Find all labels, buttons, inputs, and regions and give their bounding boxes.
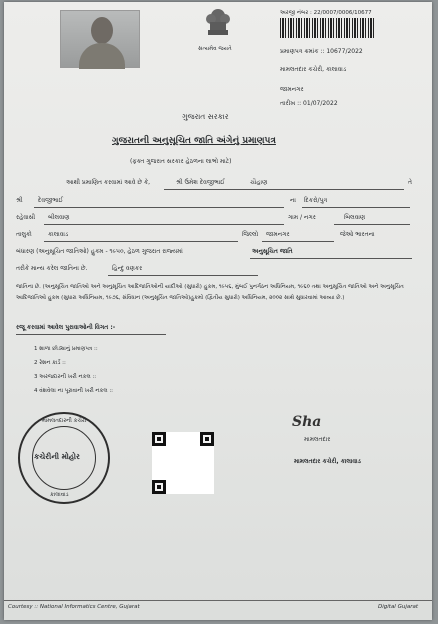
issue-date: તારીખ :: 01/07/2022 — [280, 100, 338, 107]
barcode-text: અરજી નંબર : 22/0007/0006/10677 — [280, 10, 372, 16]
footer-courtesy: Courtesy :: National Informatics Centre, Gujarat — [8, 604, 140, 610]
certificate-subtitle: (ફક્ત ગુજરાત સરકાર હેઠળના લાભો માટે) — [130, 158, 232, 165]
anusuchit-underline — [250, 258, 412, 259]
district: જામનગર — [280, 86, 304, 93]
qr-finder — [152, 432, 166, 446]
seal-top-text: મામલતદારની કચેરી — [42, 418, 87, 424]
taluka-underline — [44, 241, 238, 242]
national-emblem-icon — [200, 4, 236, 48]
father-name: દેવજીભાઈ — [38, 197, 64, 204]
anusuchit-text: અનુસૂચિત જાતિ — [252, 248, 293, 255]
signature: Sha — [292, 414, 322, 430]
name-underline — [164, 189, 404, 190]
seal-bottom-text: કાલાવાડ — [50, 492, 69, 498]
document-item: 2 રેશન કાર્ડ :: — [34, 360, 66, 366]
signatory-title: મામલતદાર — [304, 436, 331, 443]
office-seal — [18, 412, 110, 504]
state-text: જેઓ ભારતના — [340, 231, 375, 238]
certificate-number: પ્રમાણપત્ર ક્રમાંક :: 10677/2022 — [280, 48, 363, 55]
legal-paragraph: જાતિના છે. (અનુસૂચિત જાતિઓ અને અનુસૂચિત આદિજાતિઓની યાદીઓ (સુધારો) હુકમ, ૧૯૫૬, મુંબઈ પુનર્ગઠન અધિનિયમ, ૧૯૬૦ તથા અનુસૂચિત જાતિઓ અને અનુસૂચિત આદિજાતિઓ હુકમ (સુધારા અધિનિયમ, ૧૯૭૬, સંવિધાન (અનુસૂચિત જાતિઓ)હુકમો (દ્વિતીય સુધારો) અધિનિયમ, ૨૦૦૨ સાથે સુધારવામાં આવ્યા છે.) — [16, 284, 404, 301]
village-underline — [44, 224, 284, 225]
barcode — [280, 18, 376, 38]
document-item: 4 વંશવેલા ના પૂરાવાની ખરી નકલ :: — [34, 388, 114, 394]
signatory-office: મામલતદાર કચેરી, કાલાવાડ — [294, 458, 361, 465]
certificate-title: ગુજરાતની અનુસૂચિત જાતિ અંગેનું પ્રમાણપત્ર — [112, 136, 276, 146]
jillo-label: જિલ્લો — [242, 231, 259, 238]
documents-underline — [16, 334, 166, 335]
gam-underline — [334, 224, 410, 225]
documents-heading: રજૂ કરવામાં આવેલ પુરાવાઓની વિગત :- — [16, 324, 116, 331]
child-underline — [302, 207, 410, 208]
footer-divider — [4, 600, 432, 601]
gam-label: ગામ / નગર — [288, 214, 316, 221]
qr-finder — [152, 480, 166, 494]
applicant-photo — [60, 10, 140, 68]
jillo-value: જામનગર — [266, 231, 290, 238]
te-text: તે — [408, 179, 412, 186]
holder-surname: ચૌહાણ — [250, 179, 268, 186]
holder-name: શ્રી ઉમેશ દેવજીભાઈ — [176, 179, 225, 186]
jillo-underline — [262, 241, 334, 242]
photo-head — [91, 17, 113, 44]
issuing-office: મામલતદાર કચેરી, કાલાવાડ — [280, 66, 347, 73]
taluka-value: કાલાવાડ — [48, 231, 69, 238]
gam-value: બિલવાણ — [344, 214, 366, 221]
document-item: 1 શાળા છોડ્યાનું પ્રમાણપત્ર :: — [34, 346, 98, 352]
certificate-page — [4, 2, 432, 620]
father-underline — [34, 207, 284, 208]
qr-code — [152, 432, 214, 494]
emblem-caption: સત્યમેવ જયતે — [198, 46, 232, 52]
bandharan-text: બંધારણ (અનુસૂચિત જાતિઓ) હુકમ - ૧૯૫૦, હેઠળ ગુજરાત રાજ્યમાં — [16, 248, 183, 255]
manya-text: તરીકે માન્ય કરેલ જાતિના છે. — [16, 265, 88, 272]
document-item: 3 અરજદારની ખરી નકલ :: — [34, 374, 97, 380]
taluka-label: તાલુકો — [16, 231, 32, 238]
caste-underline — [108, 275, 258, 276]
child-label: દિકરો/પુત્ર — [304, 197, 328, 204]
intro-text: આથી પ્રમાણિત કરવામાં આવે છે કે, — [66, 179, 151, 186]
caste-name: હિન્દુ વણકર — [112, 265, 143, 272]
village-name: બીલવાણ — [48, 214, 70, 221]
resident-label: રહેવાસી — [16, 214, 36, 221]
seal-center-text: કચેરીની મોહોર — [34, 452, 80, 461]
govt-title: ગુજરાત સરકાર — [182, 112, 229, 121]
qr-finder — [200, 432, 214, 446]
footer-brand: Digital Gujarat — [378, 604, 419, 610]
naa-label: ના — [290, 197, 296, 204]
photo-body — [79, 43, 125, 69]
shri-label: શ્રી — [16, 197, 23, 204]
